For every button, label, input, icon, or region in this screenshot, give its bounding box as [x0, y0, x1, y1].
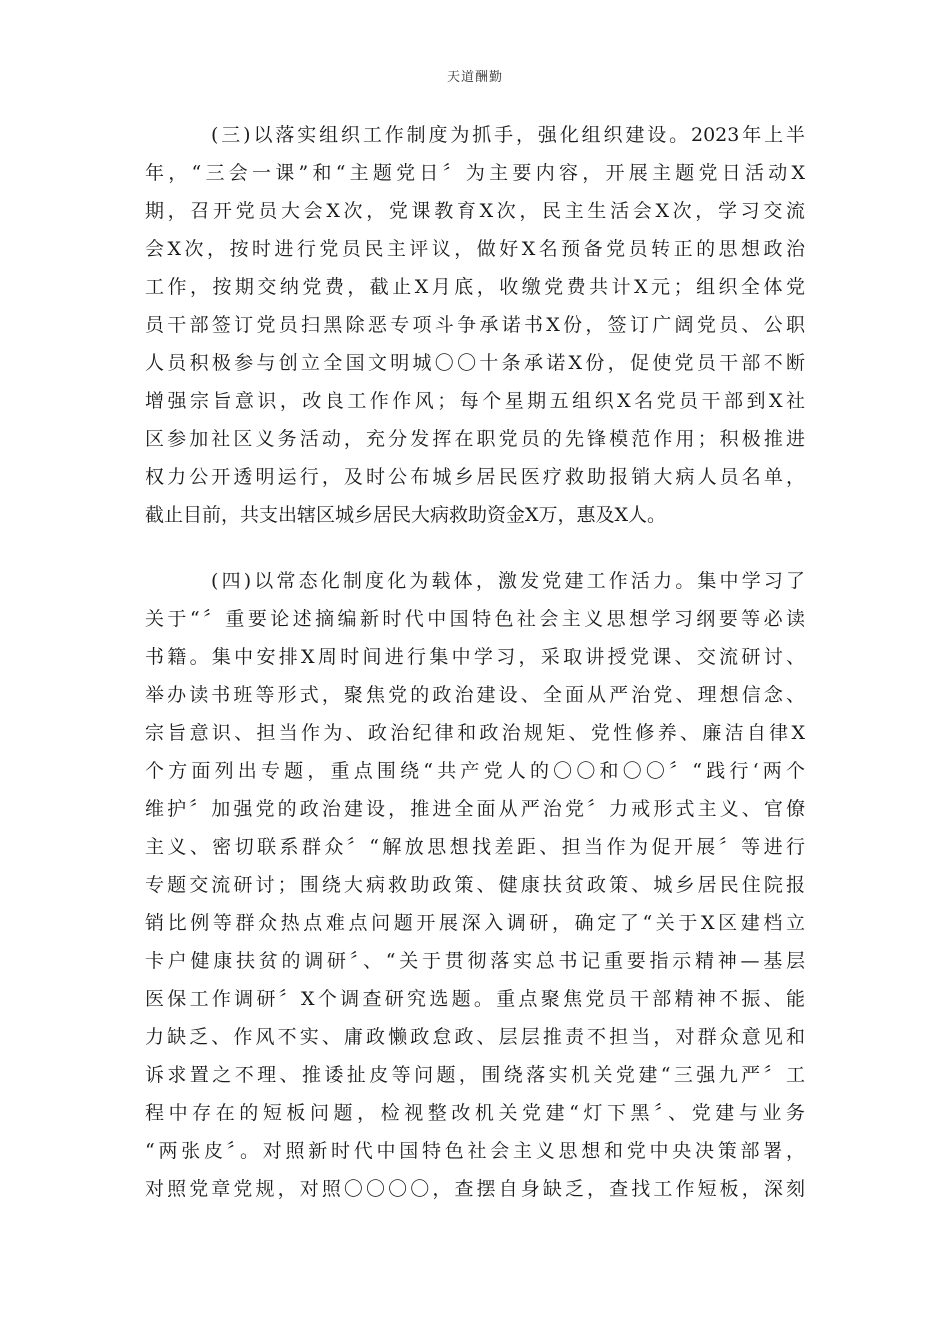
text-line: 权力公开透明运行，及时公布城乡居民医疗救助报销大病人员名单，	[145, 466, 805, 488]
text-line: “两张皮〞。对照新时代中国特色社会主义思想和党中央决策部署，	[145, 1140, 805, 1162]
page-header: 天道酬勤	[446, 70, 503, 85]
text-line: 截止目前，共支出辖区城乡居民大病救助资金X万，惠及X人。	[145, 504, 667, 526]
text-line: 年，“三会一课”和“主题党日〞为主要内容，开展主题党日活动X	[145, 162, 805, 184]
text-line: 书籍。集中安排X周时间进行集中学习，采取讲授党课、交流研讨、	[145, 646, 805, 668]
text-line: 举办读书班等形式，聚焦党的政治建设、全面从严治党、理想信念、	[145, 684, 805, 706]
text-line: 人员积极参与创立全国文明城〇〇十条承诺X份，促使党员干部不断	[145, 352, 805, 374]
text-line: 销比例等群众热点难点问题开展深入调研，确定了“关于X区建档立	[145, 912, 805, 934]
text-line: 工作，按期交纳党费，截止X月底，收缴党费共计X元；组织全体党	[145, 276, 805, 298]
text-line: 员干部签订党员扫黑除恶专项斗争承诺书X份，签订广阔党员、公职	[145, 314, 805, 336]
text-line: 区参加社区义务活动，充分发挥在职党员的先锋模范作用；积极推进	[145, 428, 805, 450]
text-line: (四)以常态化制度化为载体，激发党建工作活力。集中学习了	[211, 570, 805, 592]
text-line: 力缺乏、作风不实、庸政懒政怠政、层层推责不担当，对群众意见和	[145, 1026, 805, 1048]
text-line: 医保工作调研〞X个调查研究选题。重点聚焦党员干部精神不振、能	[145, 988, 805, 1010]
text-line: (三)以落实组织工作制度为抓手，强化组织建设。2023年上半	[211, 124, 805, 146]
text-line: 增强宗旨意识，改良工作作风；每个星期五组织X名党员干部到X社	[145, 390, 805, 412]
text-line: 程中存在的短板问题，检视整改机关党建“灯下黑〞、党建与业务	[145, 1102, 805, 1124]
text-line: 对照党章党规，对照〇〇〇〇，查摆自身缺乏，查找工作短板，深刻	[145, 1178, 805, 1200]
paragraph-organization	[145, 116, 805, 534]
text-line: 期，召开党员大会X次，党课教育X次，民主生活会X次，学习交流	[145, 200, 805, 222]
document-body	[145, 116, 805, 1236]
text-line: 卡户健康扶贫的调研〞、“关于贯彻落实总书记重要指示精神—基层	[145, 950, 805, 972]
text-line: 宗旨意识、担当作为、政治纪律和政治规矩、党性修养、廉洁自律X	[145, 722, 805, 744]
text-line: 专题交流研讨；围绕大病救助政策、健康扶贫政策、城乡居民住院报	[145, 874, 805, 896]
text-line: 关于“〞重要论述摘编新时代中国特色社会主义思想学习纲要等必读	[145, 608, 805, 630]
text-line: 个方面列出专题，重点围绕“共产党人的〇〇和〇〇〞“践行‘两个	[145, 760, 805, 782]
paragraph-party-building	[145, 562, 805, 1208]
text-line: 主义、密切联系群众〞“解放思想找差距、担当作为促开展〞等进行	[145, 836, 805, 858]
text-line: 诉求置之不理、推诿扯皮等问题，围绕落实机关党建“三强九严〞工	[145, 1064, 805, 1086]
text-line: 维护〞加强党的政治建设，推进全面从严治党〞力戒形式主义、官僚	[145, 798, 805, 820]
text-line: 会X次，按时进行党员民主评议，做好X名预备党员转正的思想政治	[145, 238, 805, 260]
